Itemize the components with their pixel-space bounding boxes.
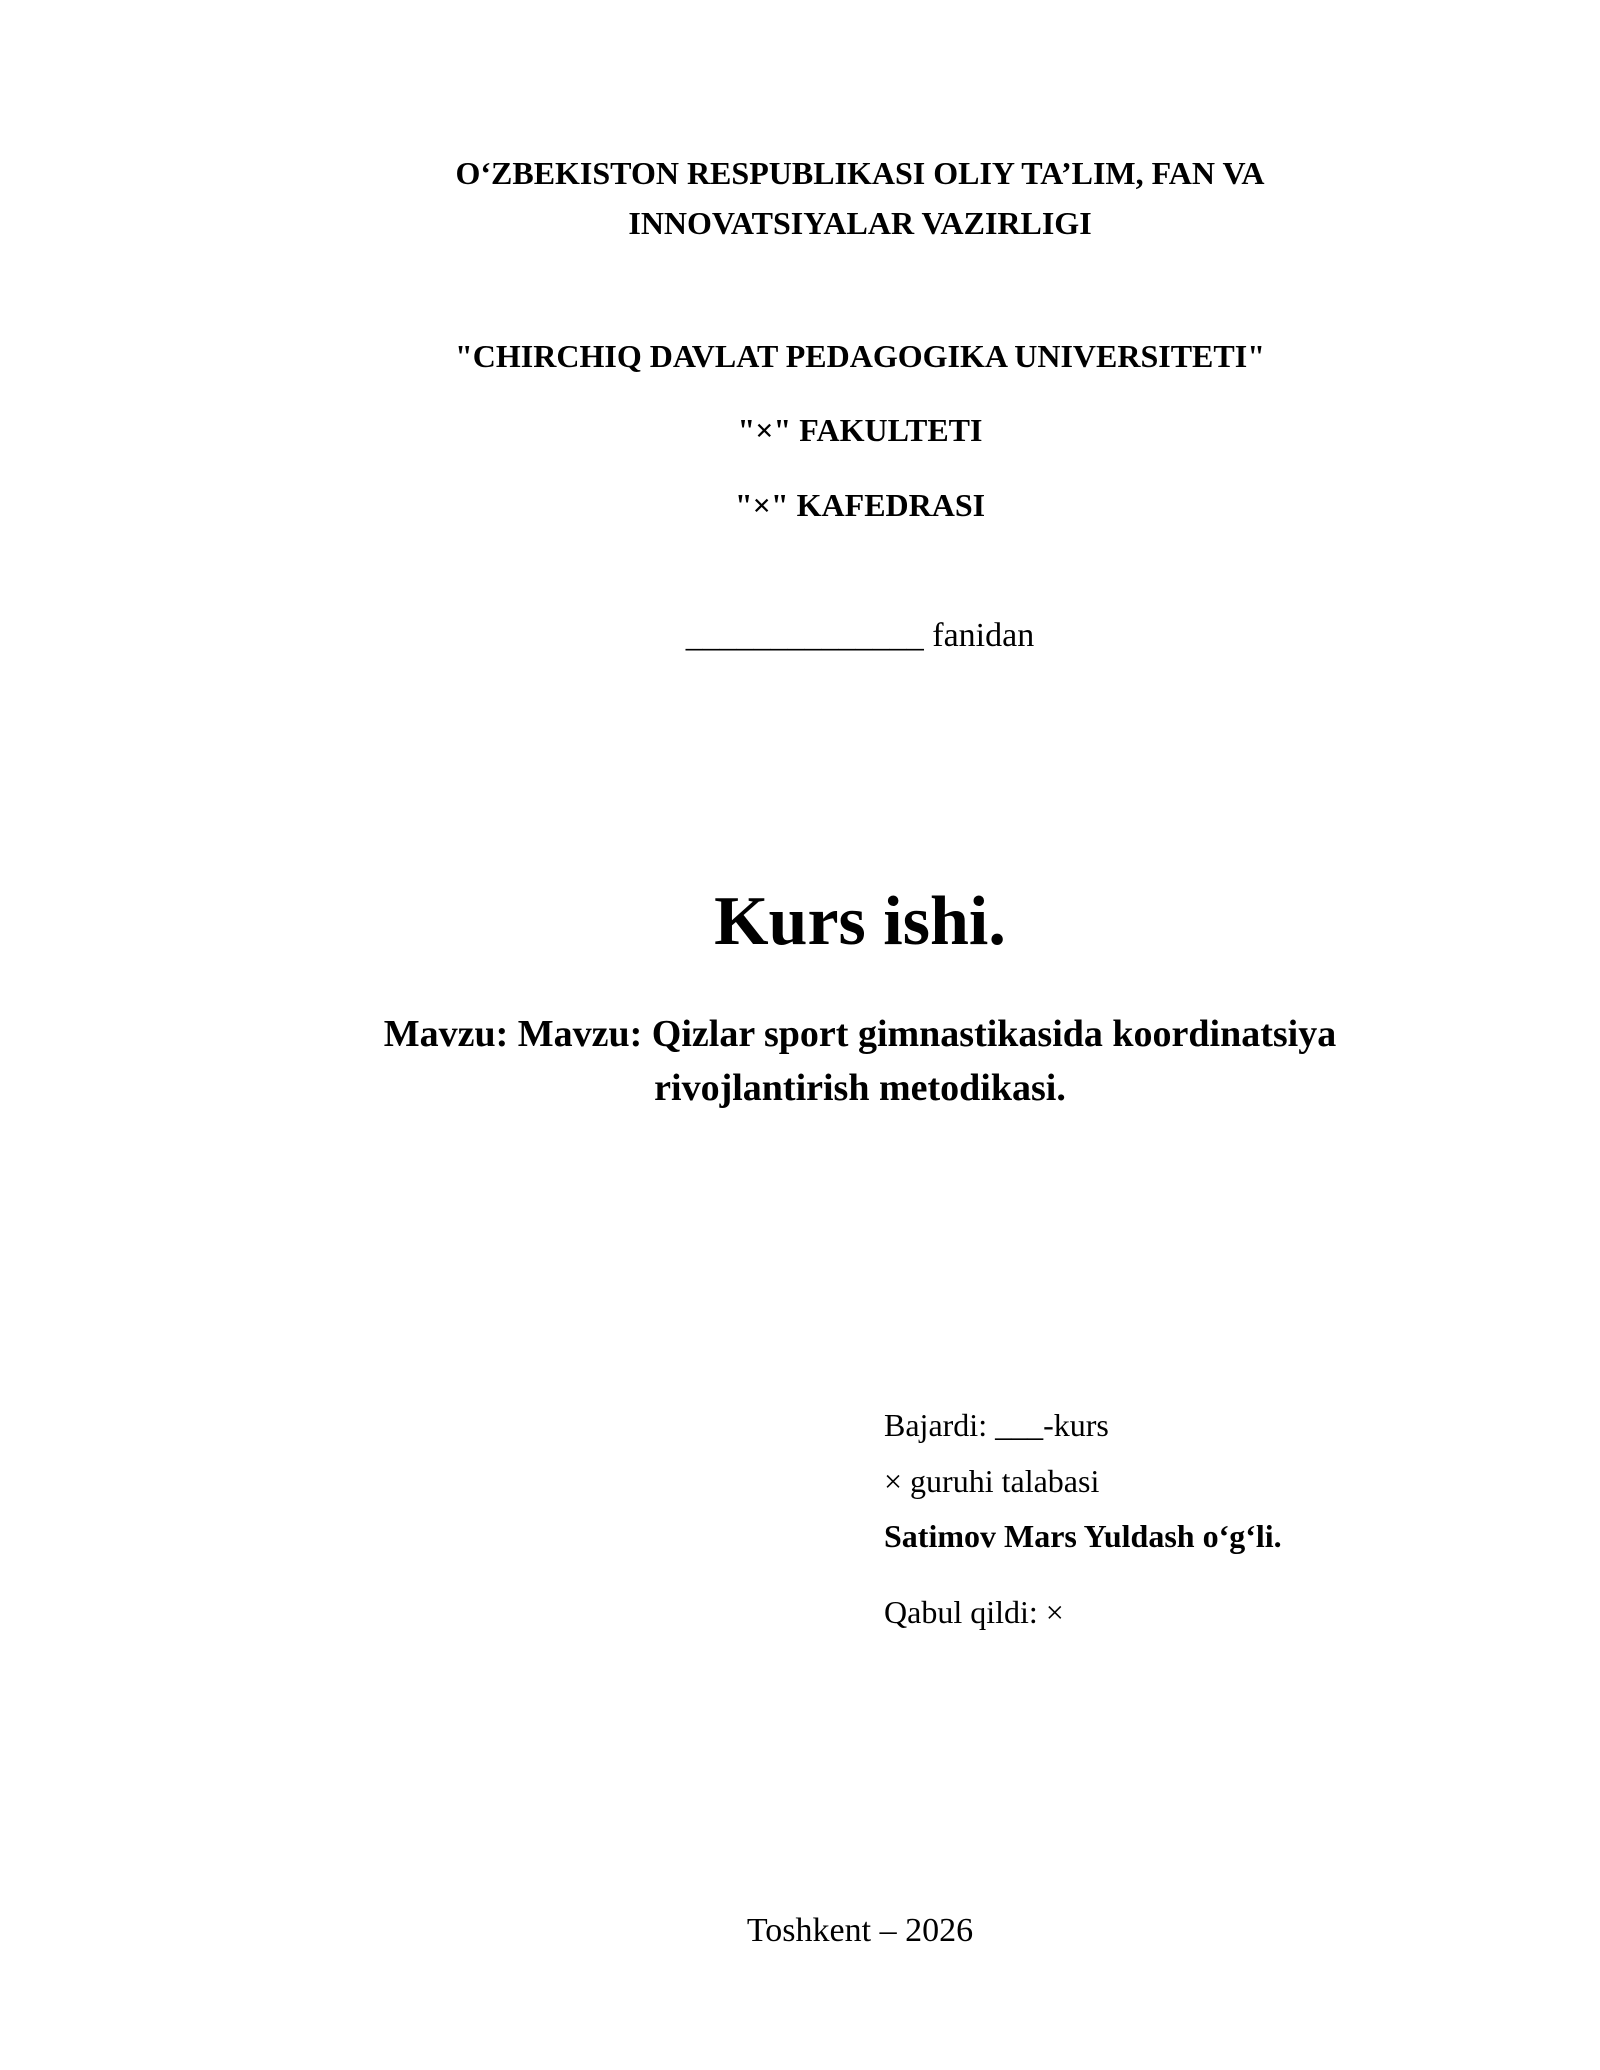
place-year: Toshkent – 2026 [746, 1912, 974, 1949]
faculty-name: "×" FAKULTETI [737, 412, 983, 448]
ministry-heading [260, 148, 1460, 248]
accepted-by-line: Qabul qildi: × [884, 1594, 1064, 1630]
topic-line-1: Mavzu: Mavzu: Qizlar sport gimnastikasida koordinatsiya [383, 1013, 1337, 1055]
subject-line: ______________ fanidan [685, 617, 1035, 654]
work-type-title: Kurs ishi. [714, 883, 1006, 960]
ministry-line-2: INNOVATSIYALAR VAZIRLIGI [628, 205, 1092, 241]
topic-line-2: rivojlantirish metodikasi. [654, 1067, 1066, 1109]
ministry-line-1: O‘ZBEKISTON RESPUBLIKASI OLIY TA’LIM, FAN VA [455, 155, 1265, 191]
student-name: Satimov Mars Yuldash o‘g‘li. [884, 1518, 1282, 1554]
group-line: × guruhi talabasi [884, 1463, 1100, 1499]
university-name: "CHIRCHIQ DAVLAT PEDAGOGIKA UNIVERSITETI" [455, 338, 1265, 374]
performed-by-line: Bajardi: ___-kurs [884, 1407, 1109, 1443]
topic-heading [260, 1007, 1460, 1115]
department-name: "×" KAFEDRASI [734, 487, 986, 523]
